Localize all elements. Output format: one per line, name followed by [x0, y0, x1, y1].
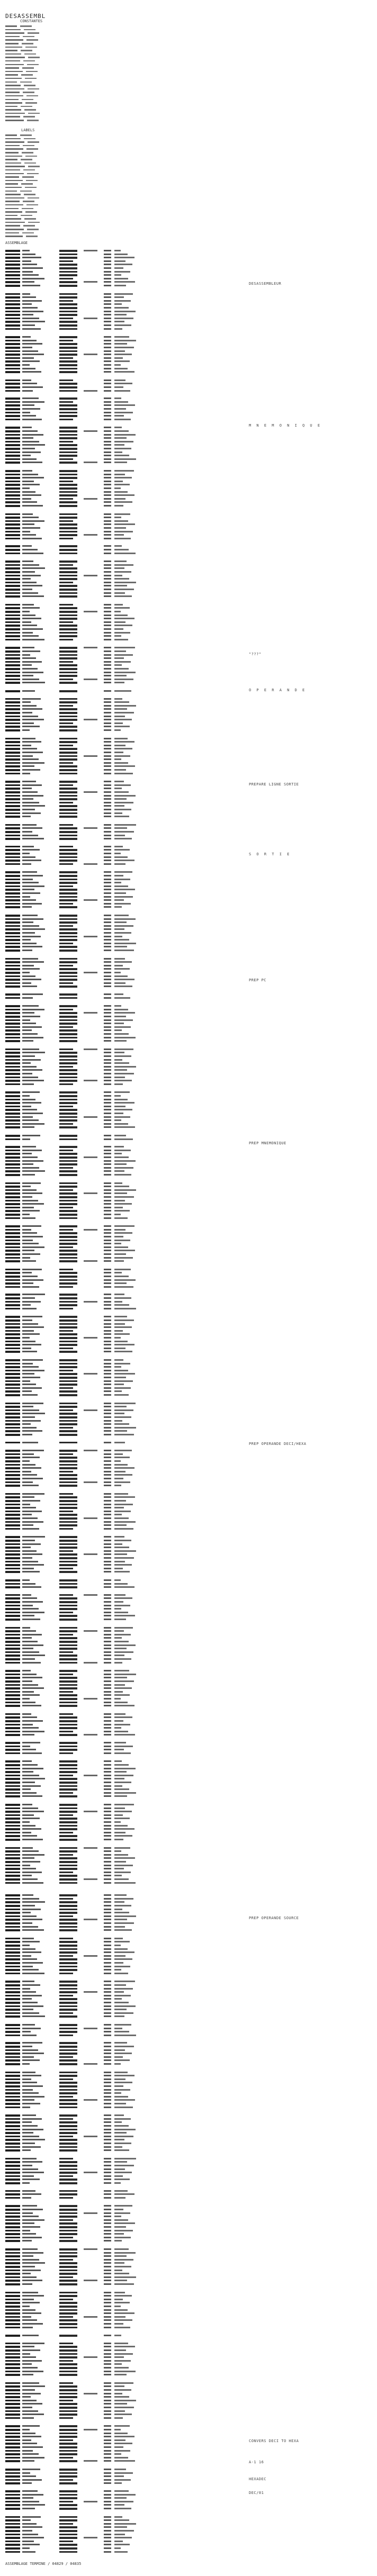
note-prep-operande-source: PREP OPERANDE SOURCE	[249, 1916, 299, 1920]
note-sortie: S O R T I E	[249, 852, 291, 856]
symbol-row	[5, 186, 90, 189]
symbol-row	[5, 87, 90, 91]
symbol-row	[5, 155, 90, 158]
note-c: DEC/01	[249, 2491, 264, 2495]
symbol-row	[5, 24, 90, 28]
listing-line	[5, 815, 238, 818]
note-b: HEXADEC	[249, 2477, 267, 2481]
symbol-row	[5, 200, 90, 203]
symbol-row	[5, 151, 90, 155]
symbol-row	[5, 224, 90, 228]
symbol-row	[5, 158, 90, 161]
symbol-row	[5, 182, 90, 186]
symbol-row	[5, 196, 90, 200]
listing-line	[5, 389, 238, 393]
listing-line	[5, 772, 238, 775]
listing-line	[5, 862, 238, 866]
symbol-row	[5, 228, 90, 231]
symbol-row	[5, 56, 90, 59]
listing-line	[5, 1307, 238, 1310]
symbol-row	[5, 189, 90, 193]
note-desassembleur: DESASSEMBLEUR	[249, 282, 282, 286]
listing-line	[5, 1039, 238, 1043]
listing-line	[5, 1259, 238, 1263]
symbol-row	[5, 94, 90, 98]
symbol-row	[5, 147, 90, 151]
note-convers: CONVERS DECI TO HEXA	[249, 2439, 299, 2443]
symbol-table-labels	[5, 133, 90, 238]
listing-line	[5, 1570, 238, 1574]
symbol-row	[5, 70, 90, 74]
symbol-row	[5, 133, 90, 137]
listing-line	[5, 1216, 238, 1220]
listing-line	[5, 1838, 238, 1841]
listing-line	[5, 1484, 238, 1487]
note-prep-operande-deci: PREP OPERANDE DECI/HEXA	[249, 1442, 307, 1446]
symbol-row	[5, 165, 90, 168]
symbol-row	[5, 31, 90, 35]
listing-line	[5, 905, 238, 909]
note-mnemonique: M N E M O N I Q U E	[249, 423, 322, 428]
listing-line	[5, 537, 238, 540]
symbol-row	[5, 46, 90, 49]
symbol-row	[5, 28, 90, 32]
symbol-row	[5, 217, 90, 221]
symbol-row	[5, 42, 90, 46]
listing-line	[5, 1350, 238, 1353]
listing-line	[5, 2196, 238, 2200]
listing-line	[5, 837, 238, 840]
labels-heading: LABELS	[21, 128, 35, 132]
listing-line	[5, 1527, 238, 1531]
listing-line	[5, 948, 238, 952]
listing-line	[5, 1972, 238, 1975]
symbol-row	[5, 175, 90, 179]
listing-line	[5, 2507, 238, 2510]
symbol-row	[5, 168, 90, 172]
symbol-row	[5, 52, 90, 56]
symbol-row	[5, 172, 90, 176]
listing-line	[5, 1441, 238, 1444]
listing-line	[5, 594, 238, 598]
listing-line	[5, 460, 238, 464]
symbol-table-constants	[5, 24, 90, 122]
symbol-row	[5, 35, 90, 39]
listing-line	[5, 2239, 238, 2243]
listing-line	[5, 2014, 238, 2018]
listing-line	[5, 1137, 238, 1141]
note-a: A-1 16	[249, 2460, 264, 2464]
listing-line	[5, 2148, 238, 2152]
symbol-row	[5, 84, 90, 87]
listing-line	[5, 1285, 238, 1289]
symbol-row	[5, 97, 90, 101]
listing-line	[5, 984, 238, 988]
note-operande: O P E R A N D E	[249, 688, 307, 692]
listing-line	[5, 1585, 238, 1589]
symbol-row	[5, 49, 90, 52]
symbol-row	[5, 108, 90, 112]
listing-line	[5, 552, 238, 555]
listing-line	[5, 284, 238, 287]
note-quote: "???"	[249, 652, 262, 656]
symbol-row	[5, 234, 90, 238]
listing-line	[5, 504, 238, 508]
symbol-row	[5, 80, 90, 84]
symbol-row	[5, 206, 90, 210]
symbol-row	[5, 59, 90, 63]
listing-line	[5, 2373, 238, 2376]
symbol-row	[5, 203, 90, 207]
symbol-row	[5, 63, 90, 67]
listing-line	[5, 1733, 238, 1737]
listing-line	[5, 638, 238, 641]
listing-line	[5, 1617, 238, 1621]
listing-line	[5, 2181, 238, 2185]
assemblage-heading: ASSEMBLAGE	[5, 241, 28, 245]
listing-line	[5, 689, 238, 693]
symbol-row	[5, 231, 90, 235]
listing-line	[5, 996, 238, 1000]
listing-line	[5, 2062, 238, 2066]
symbol-row	[5, 101, 90, 105]
listing-line	[5, 2326, 238, 2329]
listing-line	[5, 2550, 238, 2554]
listing-title: DESASSEMBL	[5, 13, 46, 20]
listing-footer: ASSEMBLAGE TERMINE / 04829 / 04835	[5, 2562, 82, 2566]
symbol-row	[5, 91, 90, 94]
listing-line	[5, 2282, 238, 2286]
listing-line	[5, 1794, 238, 1798]
note-prepare-ligne: PREPARE LIGNE SORTIE	[249, 782, 299, 787]
listing-line	[5, 2334, 238, 2337]
symbol-row	[5, 38, 90, 42]
listing-line	[5, 418, 238, 421]
note-prep-mnemonique: PREP MNEMONIQUE	[249, 1141, 286, 1145]
symbol-row	[5, 193, 90, 196]
note-prep-pc: PREP PC	[249, 978, 267, 982]
listing-line	[5, 1173, 238, 1177]
symbol-row	[5, 77, 90, 80]
symbol-row	[5, 115, 90, 119]
listing-line	[5, 1751, 238, 1755]
symbol-row	[5, 119, 90, 122]
listing-line	[5, 681, 238, 684]
symbol-row	[5, 137, 90, 141]
listing-line	[5, 2416, 238, 2420]
listing-line	[5, 2481, 238, 2485]
listing-line	[5, 1661, 238, 1665]
listing-line	[5, 2459, 238, 2463]
symbol-row	[5, 221, 90, 224]
symbol-row	[5, 112, 90, 115]
symbol-row	[5, 73, 90, 77]
symbol-row	[5, 144, 90, 148]
listing-line	[5, 1125, 238, 1129]
symbol-row	[5, 66, 90, 70]
listing-line	[5, 1082, 238, 1086]
symbol-row	[5, 179, 90, 183]
symbol-row	[5, 214, 90, 218]
symbol-row	[5, 105, 90, 109]
symbol-row	[5, 140, 90, 144]
listing-line	[5, 1928, 238, 1932]
listing-line	[5, 327, 238, 331]
listing-line	[5, 2105, 238, 2109]
symbol-row	[5, 210, 90, 214]
listing-line	[5, 370, 238, 374]
symbol-row	[5, 161, 90, 165]
listing-line	[5, 728, 238, 732]
listing-line	[5, 2033, 238, 2037]
listing-line	[5, 1393, 238, 1397]
listing-line	[5, 1433, 238, 1436]
listing-line	[5, 1704, 238, 1707]
listing-line	[5, 1881, 238, 1885]
constants-heading: CONSTANTES	[20, 19, 43, 23]
